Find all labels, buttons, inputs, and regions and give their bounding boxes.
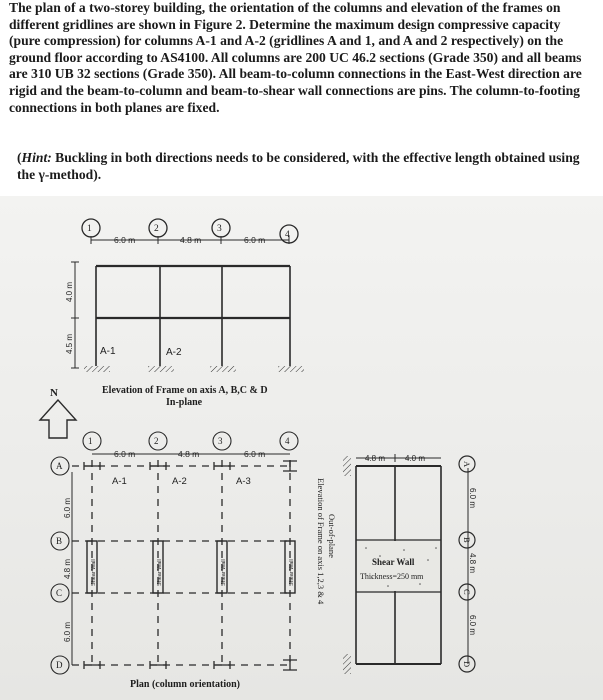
span-dim-3: 6.0 m bbox=[244, 235, 266, 245]
plan-view bbox=[51, 432, 298, 674]
grid-label-1: 1 bbox=[87, 224, 92, 234]
hint-text: (Hint: Buckling in both directions needs to be considered, with the effective length obtained using the γ-method). bbox=[17, 150, 580, 182]
span-dim-2: 4.8 m bbox=[180, 235, 202, 245]
oop-grid-A: A bbox=[462, 461, 472, 468]
support-hatch-2 bbox=[148, 366, 174, 372]
north-arrow-icon bbox=[40, 400, 76, 438]
plan-grid-D: D bbox=[56, 660, 63, 670]
plan-span-x-2: 4.8 m bbox=[178, 449, 200, 459]
plan-column-a3: A-3 bbox=[236, 476, 251, 487]
oop-support-top bbox=[343, 456, 351, 476]
plan-column-a1: A-1 bbox=[112, 476, 127, 487]
support-hatch-4 bbox=[278, 366, 304, 372]
plan-grid-C: C bbox=[56, 588, 63, 598]
plan-span-y-2: 4.8 m bbox=[63, 558, 72, 579]
column-label-a2: A-2 bbox=[166, 347, 182, 358]
oop-right-span-3: 6.0 m bbox=[468, 615, 477, 636]
plan-span-y-1: 6.0 m bbox=[63, 497, 72, 518]
plan-title: Plan (column orientation) bbox=[130, 679, 240, 690]
oop-right-span-1: 6.0 m bbox=[468, 488, 477, 509]
shear-wall-label-2: Shear Wall bbox=[157, 559, 163, 586]
plan-span-x-1: 6.0 m bbox=[114, 449, 136, 459]
oop-support-bottom bbox=[343, 654, 351, 674]
height-dim-lower: 4.5 m bbox=[65, 333, 74, 354]
plan-grid-1: 1 bbox=[88, 436, 93, 446]
problem-statement: The plan of a two-storey building, the orientation of the columns and elevation of the frames on different gridlines are shown in Figure 2. Determine the maximum design compressive capacity (pure compression) for columns A-1 and A-2 (gridlines A and 1, and A and 2 respectively) on the ground floor according to AS4100. All columns are 200 UC 46.2 sections (Grade 350) and all beams are 310 UB 32 sections (Grade 350). All beam-to-column connections in the East-West direction are rigid and the beam-to-column and beam-to-shear wall connections are pins. The column-to-footing connections in both planes are fixed. bbox=[9, 0, 582, 115]
grid-label-4: 4 bbox=[285, 230, 290, 240]
plan-grid-A: A bbox=[56, 461, 63, 471]
plan-grid-B: B bbox=[56, 536, 63, 546]
hint-body: Buckling in both directions needs to be considered, with the effective length obtained using the γ-method). bbox=[17, 150, 580, 182]
oop-top-span-2: 4.0 m bbox=[405, 454, 426, 463]
inplane-elevation-title: Elevation of Frame on axis A, B,C & D bbox=[102, 385, 268, 396]
plan-grid-2: 2 bbox=[154, 436, 159, 446]
plan-grid-4: 4 bbox=[285, 436, 290, 446]
north-label: N bbox=[50, 387, 58, 399]
support-hatch-3 bbox=[210, 366, 236, 372]
column-label-a1: A-1 bbox=[100, 346, 116, 357]
oop-grid-B: B bbox=[462, 537, 472, 543]
oop-right-span-2: 4.8 m bbox=[468, 553, 477, 574]
grid-label-2: 2 bbox=[154, 224, 159, 234]
plan-column-a2: A-2 bbox=[172, 476, 187, 487]
shear-wall-label-4: Shear Wall bbox=[289, 559, 295, 586]
oop-wall-thickness: Thickness=250 mm bbox=[360, 572, 424, 581]
span-dim-1: 6.0 m bbox=[114, 235, 136, 245]
shear-wall-label-1: Shear Wall bbox=[91, 559, 97, 586]
support-hatch-1 bbox=[84, 366, 110, 372]
plan-span-x-3: 6.0 m bbox=[244, 449, 266, 459]
oop-grid-C: C bbox=[462, 589, 472, 595]
inplane-elevation-subtitle: In-plane bbox=[166, 397, 203, 408]
oop-subtitle: Out-of-plane bbox=[327, 514, 337, 558]
plan-grid-3: 3 bbox=[218, 436, 223, 446]
plan-span-y-3: 6.0 m bbox=[63, 621, 72, 642]
oop-grid-D: D bbox=[462, 661, 472, 668]
oop-top-span-1: 4.8 m bbox=[365, 454, 386, 463]
height-dim-upper: 4.0 m bbox=[65, 281, 74, 302]
oop-wall-label: Shear Wall bbox=[372, 557, 415, 567]
shear-wall-label-3: Shear Wall bbox=[221, 559, 227, 586]
grid-label-3: 3 bbox=[217, 224, 222, 234]
hint-label: Hint: bbox=[21, 150, 52, 165]
oop-title: Elevation of Frame on axis 1,2,3 & 4 bbox=[316, 478, 326, 605]
